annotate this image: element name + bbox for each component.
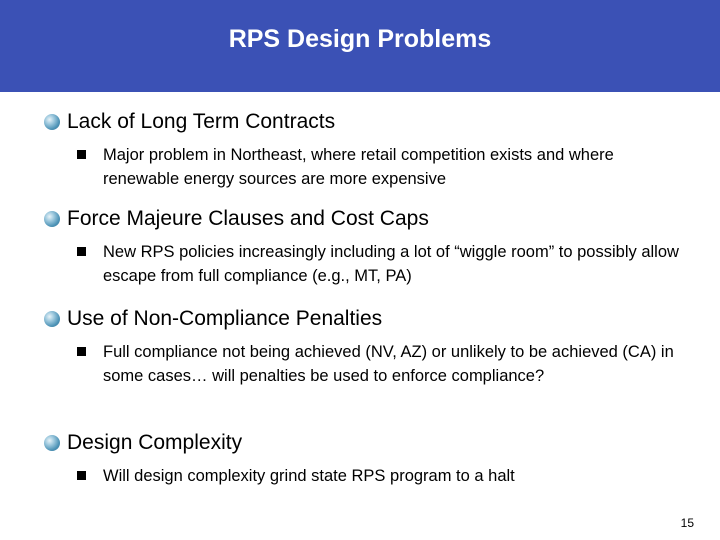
bullet-item — [44, 110, 335, 134]
bullet-item — [44, 307, 382, 331]
sub-bullet-text: Major problem in Northeast, where retail competition exists and where renewable energy sources are more expensive — [103, 146, 614, 188]
orb-bullet-icon — [44, 211, 60, 227]
orb-bullet-icon — [44, 435, 60, 451]
bullet-text: Lack of Long Term Contracts — [67, 110, 336, 133]
slide-title: RPS Design Problems — [228, 24, 492, 53]
page-number: 15 — [680, 516, 694, 530]
sub-bullet-text: Full compliance not being achieved (NV, AZ) or unlikely to be achieved (CA) in some cases… will penalties be used to enforce compliance? — [103, 343, 674, 385]
bullet-text: Design Complexity — [67, 431, 243, 454]
orb-bullet-icon — [44, 311, 60, 327]
bullet-item — [44, 207, 429, 231]
square-bullet-icon — [77, 471, 86, 480]
sub-bullet-item — [77, 467, 693, 488]
sub-bullet-item — [77, 243, 693, 288]
bullet-text: Force Majeure Clauses and Cost Caps — [67, 207, 429, 230]
bullet-text: Use of Non-Compliance Penalties — [67, 307, 383, 330]
square-bullet-icon — [77, 247, 86, 256]
sub-bullet-item — [77, 343, 693, 388]
sub-bullet-item — [77, 146, 693, 191]
square-bullet-icon — [77, 150, 86, 159]
sub-bullet-text: Will design complexity grind state RPS program to a halt — [103, 467, 515, 485]
orb-bullet-icon — [44, 114, 60, 130]
sub-bullet-text: New RPS policies increasingly including a lot of “wiggle room” to possibly allow escape from full compliance (e.g., MT, PA) — [103, 243, 679, 285]
bullet-item — [44, 431, 242, 455]
square-bullet-icon — [77, 347, 86, 356]
